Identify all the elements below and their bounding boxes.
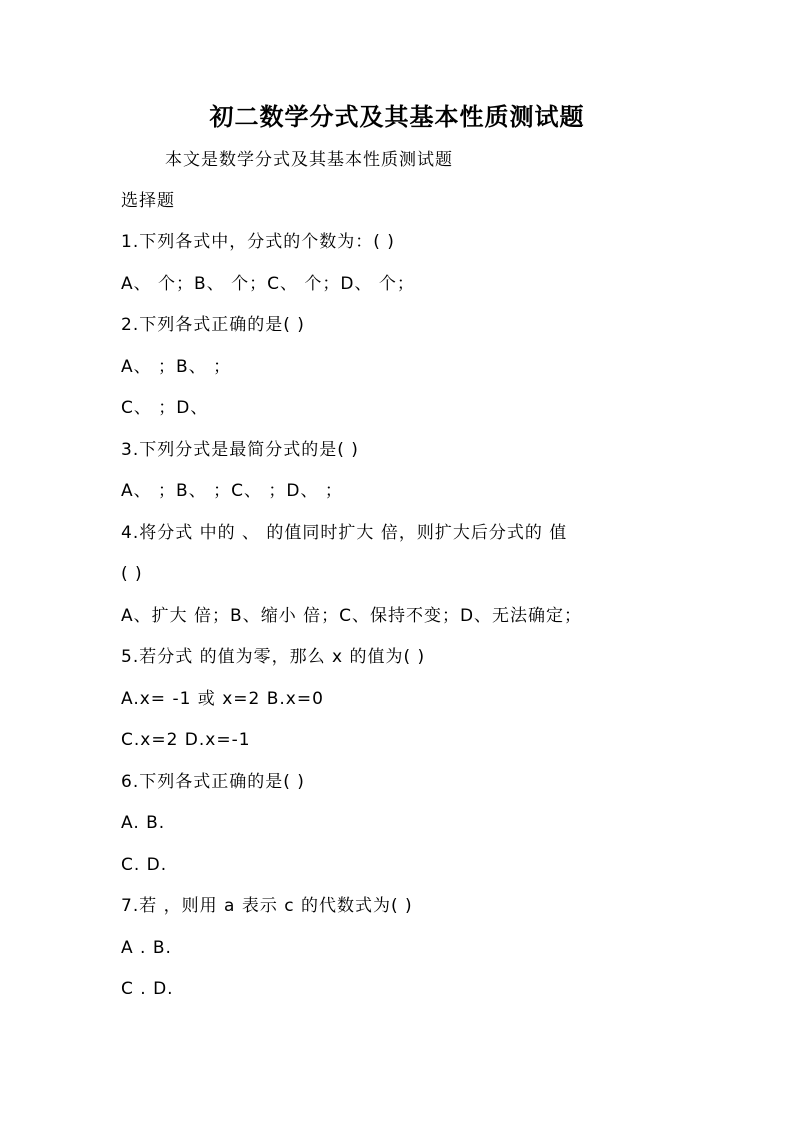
page-title: 初二数学分式及其基本性质测试题	[209, 102, 585, 131]
question-5-options-ab: A.x= -1 或 x=2 B.x=0	[121, 689, 324, 709]
question-3-options: A、 ；B、 ；C、 ；D、 ；	[121, 481, 343, 501]
question-2: 2.下列各式正确的是( )	[121, 315, 305, 335]
question-4-continuation: ( )	[121, 564, 143, 584]
question-7-options-ab: A . B.	[121, 938, 172, 958]
section-heading: 选择题	[121, 191, 175, 211]
question-1: 1.下列各式中，分式的个数为：( )	[121, 232, 395, 252]
question-3: 3.下列分式是最简分式的是( )	[121, 440, 359, 460]
question-5-options-cd: C.x=2 D.x=-1	[121, 730, 251, 750]
question-1-options: A、 个；B、 个；C、 个；D、 个；	[121, 274, 415, 294]
question-4: 4.将分式 中的 、 的值同时扩大 倍，则扩大后分式的 值	[121, 523, 568, 543]
question-2-options-cd: C、 ；D、	[121, 398, 209, 418]
question-6: 6.下列各式正确的是( )	[121, 772, 305, 792]
question-7: 7.若 ，则用 a 表示 c 的代数式为( )	[121, 896, 413, 916]
question-4-options: A、扩大 倍；B、缩小 倍；C、保持不变；D、无法确定；	[121, 606, 583, 626]
question-6-options-ab: A. B.	[121, 813, 166, 833]
question-2-options-ab: A、 ；B、 ；	[121, 357, 232, 377]
question-5: 5.若分式 的值为零，那么 x 的值为( )	[121, 647, 426, 667]
question-7-options-cd: C . D.	[121, 979, 174, 999]
page-subtitle: 本文是数学分式及其基本性质测试题	[165, 150, 453, 170]
question-6-options-cd: C. D.	[121, 855, 168, 875]
